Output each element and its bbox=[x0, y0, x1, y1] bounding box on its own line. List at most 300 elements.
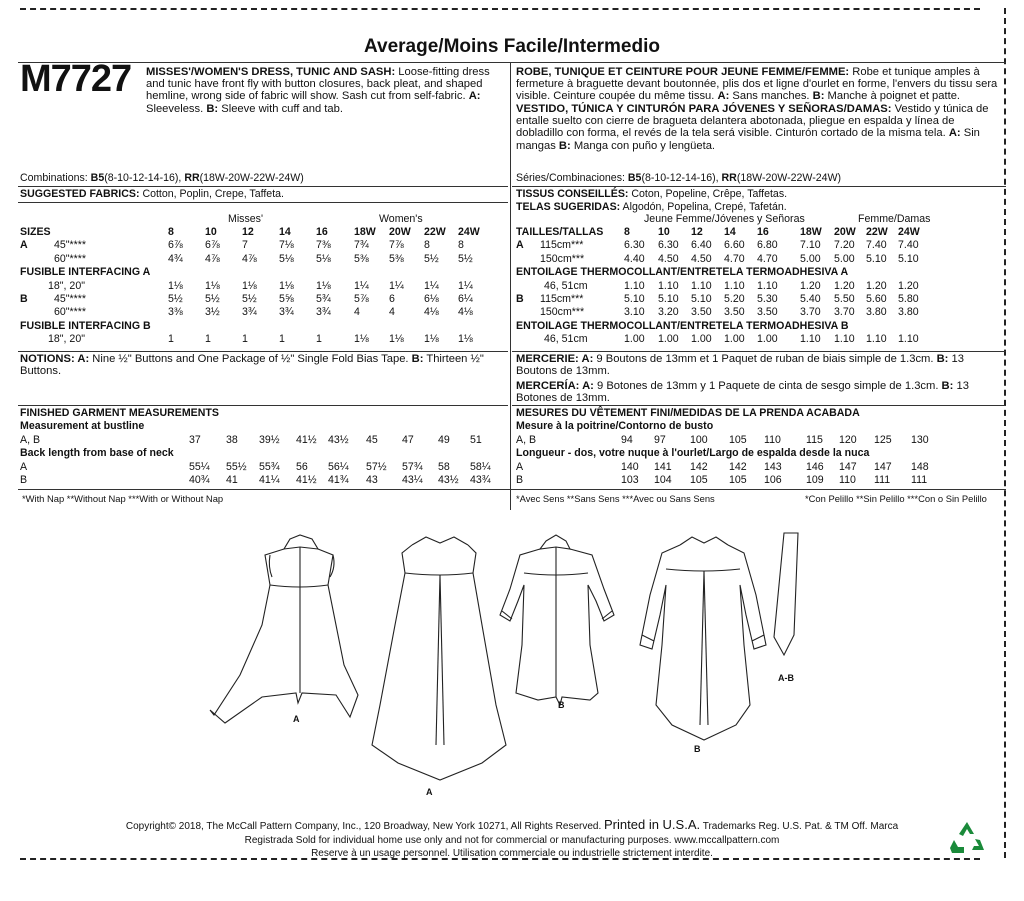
merceria-label: MERCERÍA: bbox=[516, 380, 583, 392]
notions-a-label: A: bbox=[77, 353, 90, 365]
mercerie-a-text: 9 Boutons de 13mm et 1 Paquet de ruban de biais simple de 1.3cm. bbox=[593, 353, 937, 365]
metrage-cell: 4.50 bbox=[691, 252, 712, 265]
desc-a-label: A: bbox=[468, 90, 481, 103]
tissus-text: Coton, Popeline, Crêpe, Taffetas. bbox=[628, 188, 788, 200]
yardage-cell: 5⅛ bbox=[316, 252, 331, 265]
notions-a-text: Nine ½" Buttons and One Package of ½" Single Fold Bias Tape. bbox=[89, 353, 412, 365]
measurement-cell: 100 bbox=[690, 434, 708, 446]
en-rule-2 bbox=[18, 202, 508, 203]
fr-tissus bbox=[516, 189, 787, 200]
yardage-cell: 1⅛ bbox=[389, 333, 404, 346]
yardage-cell: 1 bbox=[316, 333, 322, 346]
es-desc-heading: VESTIDO, TÚNICA Y CINTURÓN PARA JÓVENES Y SEÑORAS/DAMAS: bbox=[516, 103, 892, 115]
yardage-cell: 1 bbox=[242, 333, 248, 346]
size-12: 12 bbox=[242, 226, 254, 238]
measurement-cell: 41½ bbox=[296, 474, 317, 486]
fr-combo-b5: B5 bbox=[627, 172, 642, 184]
metrage-cell: 1.20 bbox=[898, 279, 919, 292]
fr-combinations bbox=[516, 173, 841, 184]
combo-rr-sizes: (18W-20W-22W-24W) bbox=[199, 172, 304, 184]
french-description bbox=[516, 66, 1004, 103]
measurement-cell: 147 bbox=[874, 461, 892, 473]
measurement-cell: 105 bbox=[729, 434, 747, 446]
metrage-cell: 3.70 bbox=[834, 306, 855, 319]
fr-desc-b-label: B: bbox=[812, 90, 825, 103]
fabric-width: 150cm*** bbox=[540, 306, 585, 319]
fr-desc-body: Robe et tunique amples à fermeture à braguette devant boutonnée, plis dos et ligne d'ourlet en forme, l'envers du tissu sera visible. Ceinture coupée du même tissu. bbox=[516, 66, 998, 103]
metrage-cell: 5.60 bbox=[866, 293, 887, 305]
yardage-cell: 5⅜ bbox=[389, 252, 404, 265]
es-desc-b-label: B: bbox=[558, 139, 571, 152]
measurement-cell: 43¾ bbox=[470, 474, 491, 486]
yardage-cell: 1⅛ bbox=[316, 279, 331, 292]
yardage-cell: 5½ bbox=[168, 293, 183, 305]
view-label: B bbox=[20, 293, 28, 305]
metrage-cell: 4.50 bbox=[658, 252, 679, 265]
measurement-view: A, B bbox=[20, 434, 41, 446]
yardage-cell: 5⅜ bbox=[354, 252, 369, 265]
difficulty-title: Average/Moins Facile/Intermedio bbox=[364, 36, 660, 57]
yardage-cell: 1⅛ bbox=[279, 279, 294, 292]
metrage-cell: 6.40 bbox=[691, 239, 712, 252]
measurement-cell: 110 bbox=[839, 474, 856, 486]
measurement-cell: 120 bbox=[839, 434, 857, 446]
es-desc-body: Vestido y túnica de entalle suelto con cierre de bragueta delantera abotonada, pliegue en espalda y línea de dobladillo con forma, el revés de la tela será visible. Cinturón cortado de la misma tela. bbox=[516, 103, 989, 140]
metrage-cell: 5.40 bbox=[800, 293, 821, 305]
notions bbox=[20, 353, 508, 377]
metrage-cell: 6.30 bbox=[658, 239, 679, 252]
measurement-cell: 57¾ bbox=[402, 461, 423, 473]
interfacing-heading: FUSIBLE INTERFACING A bbox=[20, 266, 151, 279]
yardage-cell: 5½ bbox=[205, 293, 220, 305]
measurement-cell: 142 bbox=[729, 461, 747, 473]
recycle-icon bbox=[948, 820, 986, 856]
metrage-cell: 1.10 bbox=[624, 279, 645, 292]
measurement-cell: 45 bbox=[366, 434, 378, 446]
measurement-cell: 104 bbox=[654, 474, 672, 486]
measurement-cell: 57½ bbox=[366, 461, 387, 473]
yardage-cell: 1¼ bbox=[424, 279, 439, 292]
merceria-b-text: 13 Botones de 13mm. bbox=[516, 380, 969, 405]
measurement-cell: 41¼ bbox=[259, 474, 280, 486]
footer-line-2: Registrada Sold for individual home use only and not for commercial or manufacturing purposes. www.mccallpattern.com bbox=[244, 835, 780, 846]
taille-12: 12 bbox=[691, 226, 703, 238]
metrage-cell: 5.00 bbox=[800, 252, 821, 265]
combo-b5-sizes: (8-10-12-14-16), bbox=[104, 172, 185, 184]
measurement-cell: 39½ bbox=[259, 434, 280, 446]
nap-note: *With Nap **Without Nap ***With or Without Nap bbox=[22, 493, 224, 504]
metrage-cell: 3.70 bbox=[800, 306, 821, 319]
fabric-width: 46, 51cm bbox=[544, 333, 588, 346]
telas-label: TELAS SUGERIDAS: bbox=[516, 201, 621, 213]
metrage-cell: 5.10 bbox=[898, 252, 919, 265]
measurement-cell: 111 bbox=[911, 474, 928, 486]
measurement-cell: 56¼ bbox=[328, 461, 349, 473]
merceria-b-label: B: bbox=[941, 380, 954, 392]
taille-24W: 24W bbox=[898, 226, 920, 238]
bust-label: Measurement at bustline bbox=[20, 420, 145, 432]
mercerie-b-label: B: bbox=[936, 353, 949, 365]
tailles-label: TAILLES/TALLAS bbox=[516, 226, 604, 238]
measurement-cell: 147 bbox=[839, 461, 857, 473]
metrage-cell: 6.30 bbox=[624, 239, 645, 252]
fr-rule-1 bbox=[512, 186, 1006, 187]
yardage-cell: 7⅞ bbox=[389, 239, 404, 252]
metrage-cell: 3.80 bbox=[898, 306, 919, 319]
combinations-label: Combinations: bbox=[20, 172, 91, 184]
yardage-cell: 4⅞ bbox=[205, 252, 220, 265]
yardage-cell: 1¼ bbox=[389, 279, 404, 292]
fabric-width: 60"**** bbox=[54, 306, 87, 319]
yardage-cell: 1⅛ bbox=[168, 279, 183, 292]
yardage-cell: 4⅛ bbox=[424, 306, 439, 319]
yardage-cell: 6¼ bbox=[458, 293, 473, 305]
suggested-fabrics bbox=[20, 189, 284, 200]
metrage-cell: 1.00 bbox=[658, 333, 679, 346]
yardage-cell: 4 bbox=[389, 306, 395, 319]
measurement-cell: 55½ bbox=[226, 461, 247, 473]
size-16: 16 bbox=[316, 226, 328, 238]
fabric-width: 45"**** bbox=[54, 239, 87, 252]
metrage-cell: 3.10 bbox=[624, 306, 645, 319]
taille-16: 16 bbox=[757, 226, 769, 238]
yardage-cell: 7 bbox=[242, 239, 248, 252]
desc-b-label: B: bbox=[206, 102, 219, 115]
metrage-cell: 1.10 bbox=[757, 279, 778, 292]
trademark-text: Trademarks Reg. U.S. Pat. & TM Off. Marca bbox=[700, 821, 899, 832]
group-misses: Misses' bbox=[228, 213, 263, 225]
es-desc-a-text: Sin mangas bbox=[516, 127, 980, 152]
taille-22W: 22W bbox=[866, 226, 888, 238]
fabric-width: 150cm*** bbox=[540, 252, 585, 265]
measurement-view: A bbox=[516, 461, 524, 473]
size-10: 10 bbox=[205, 226, 217, 238]
yardage-cell: 1⅛ bbox=[458, 333, 473, 346]
measurement-cell: 110 bbox=[764, 434, 781, 446]
fr-desc-b-text: Manche à poignet et patte. bbox=[824, 90, 961, 103]
measurement-cell: 55¼ bbox=[189, 461, 210, 473]
metrage-cell: 1.10 bbox=[866, 333, 887, 346]
taille-18W: 18W bbox=[800, 226, 822, 238]
desc-a-text: Sleeveless. bbox=[146, 102, 207, 115]
telas-text: Algodón, Popelina, Crepé, Tafetán. bbox=[620, 201, 787, 213]
measurement-cell: 143 bbox=[764, 461, 782, 473]
yardage-cell: 1¼ bbox=[354, 279, 369, 292]
metrage-cell: 3.80 bbox=[866, 306, 887, 319]
size-14: 14 bbox=[279, 226, 291, 238]
metrage-cell: 5.10 bbox=[866, 252, 887, 265]
yardage-cell: 5¾ bbox=[316, 293, 331, 305]
fabric-width: 115cm*** bbox=[540, 239, 584, 252]
metrage-cell: 5.20 bbox=[724, 293, 745, 305]
measurement-cell: 37 bbox=[189, 434, 201, 446]
metrage-cell: 3.20 bbox=[658, 306, 679, 319]
fabric-width: 115cm*** bbox=[540, 293, 584, 305]
spanish-description bbox=[516, 103, 1004, 152]
yardage-cell: 6 bbox=[389, 293, 395, 305]
measurement-cell: 148 bbox=[911, 461, 929, 473]
measurement-cell: 43 bbox=[366, 474, 378, 486]
en-rule-1 bbox=[18, 186, 508, 187]
metrage-cell: 7.10 bbox=[800, 239, 821, 252]
measurement-view: B bbox=[516, 474, 524, 486]
mercerie bbox=[516, 353, 1004, 377]
fr-desc-a-label: A: bbox=[717, 90, 730, 103]
group-femme-damas: Femme/Damas bbox=[858, 213, 931, 225]
measurement-cell: 51 bbox=[470, 434, 482, 446]
fr-rule-finished bbox=[512, 405, 1006, 406]
measurement-cell: 49 bbox=[438, 434, 450, 446]
metrage-cell: 1.20 bbox=[866, 279, 887, 292]
yardage-cell: 8 bbox=[424, 239, 430, 252]
size-18W: 18W bbox=[354, 226, 376, 238]
metrage-cell: 5.10 bbox=[624, 293, 645, 305]
taille-14: 14 bbox=[724, 226, 736, 238]
metrage-cell: 5.80 bbox=[898, 293, 919, 305]
tissus-label: TISSUS CONSEILLÉS: bbox=[516, 188, 629, 200]
yardage-cell: 4 bbox=[354, 306, 360, 319]
es-desc-a-label: A: bbox=[948, 127, 961, 140]
size-8: 8 bbox=[168, 226, 174, 238]
yardage-cell: 4¾ bbox=[168, 252, 183, 265]
fabric-width: 46, 51cm bbox=[544, 279, 588, 292]
metrage-cell: 4.40 bbox=[624, 252, 645, 265]
size-20W: 20W bbox=[389, 226, 411, 238]
label-view-a-front: A bbox=[293, 714, 300, 724]
measurement-cell: 140 bbox=[621, 461, 639, 473]
yardage-cell: 1⅛ bbox=[242, 279, 257, 292]
metrage-cell: 7.40 bbox=[866, 239, 887, 252]
entoilage-heading: ENTOILAGE THERMOCOLLANT/ENTRETELA TERMOADHESIVA A bbox=[516, 266, 849, 279]
desc-body: Loose-fitting dress and tunic have front fly with button closures, back pleat, and shaped hemline, wrong side of fabric will show. Sash cut from self-fabric. bbox=[146, 66, 490, 103]
measurement-cell: 125 bbox=[874, 434, 892, 446]
group-womens: Women's bbox=[379, 213, 423, 225]
printed-in-usa: Printed in U.S.A. bbox=[604, 817, 701, 832]
metrage-cell: 1.10 bbox=[898, 333, 919, 346]
metrage-cell: 1.20 bbox=[800, 279, 821, 292]
notions-b-label: B: bbox=[411, 353, 424, 365]
measurement-cell: 146 bbox=[806, 461, 824, 473]
fabrics-label: SUGGESTED FABRICS: bbox=[20, 188, 140, 200]
measurement-cell: 142 bbox=[690, 461, 708, 473]
measurement-cell: 106 bbox=[764, 474, 782, 486]
merceria-a-text: 9 Botones de 13mm y 1 Paquete de cinta de sesgo simple de 1.3cm. bbox=[593, 380, 942, 392]
yardage-cell: 1⅛ bbox=[205, 279, 220, 292]
combo-rr: RR bbox=[184, 172, 200, 184]
measurement-view: B bbox=[20, 474, 28, 486]
size-22W: 22W bbox=[424, 226, 446, 238]
metrage-cell: 4.70 bbox=[757, 252, 778, 265]
metrage-cell: 7.20 bbox=[834, 239, 855, 252]
label-sash: A-B bbox=[778, 673, 794, 683]
desc-b-text: Sleeve with cuff and tab. bbox=[218, 102, 343, 115]
measurement-cell: 47 bbox=[402, 434, 414, 446]
measurement-cell: 55¾ bbox=[259, 461, 280, 473]
yardage-cell: 6⅞ bbox=[168, 239, 183, 252]
measurement-view: A, B bbox=[516, 434, 537, 446]
es-desc-b-text: Manga con puño y lengüeta. bbox=[570, 139, 716, 152]
notions-b-text: Thirteen ½" Buttons. bbox=[20, 353, 484, 378]
yardage-cell: 4⅛ bbox=[458, 306, 473, 319]
fr-bust-label: Mesure à la poitrine/Contorno de busto bbox=[516, 420, 714, 432]
metrage-cell: 4.70 bbox=[724, 252, 745, 265]
english-description bbox=[146, 66, 506, 115]
measurement-cell: 109 bbox=[806, 474, 824, 486]
metrage-cell: 5.10 bbox=[691, 293, 712, 305]
pattern-number: M7727 bbox=[20, 58, 132, 100]
taille-8: 8 bbox=[624, 226, 630, 238]
fabric-width: 18", 20" bbox=[48, 279, 85, 292]
measurement-cell: 41¾ bbox=[328, 474, 349, 486]
fr-desc-a-text: Sans manches. bbox=[729, 90, 813, 103]
measurement-cell: 41 bbox=[226, 474, 238, 486]
metrage-cell: 1.00 bbox=[691, 333, 712, 346]
footer-line-3: Reserve à un usage personnel. Utilisation commerciale ou industrielle strictement interdite. bbox=[311, 848, 713, 859]
measurement-cell: 103 bbox=[621, 474, 639, 486]
measurement-view: A bbox=[20, 461, 28, 473]
es-nap-note: *Con Pelillo **Sin Pelillo ***Con o Sin Pelillo bbox=[805, 493, 987, 504]
metrage-cell: 5.30 bbox=[757, 293, 778, 305]
metrage-cell: 6.60 bbox=[724, 239, 745, 252]
es-telas bbox=[516, 202, 787, 213]
label-view-b-back: B bbox=[694, 744, 701, 754]
mercerie-a-label: A: bbox=[581, 353, 594, 365]
fr-desc-heading: ROBE, TUNIQUE ET CEINTURE POUR JEUNE FEMME/FEMME: bbox=[516, 66, 850, 78]
measurement-cell: 94 bbox=[621, 434, 633, 446]
metrage-cell: 1.20 bbox=[834, 279, 855, 292]
fr-finished-heading: MESURES DU VÊTEMENT FINI/MEDIDAS DE LA PRENDA ACABADA bbox=[516, 407, 860, 419]
merceria-a-label: A: bbox=[582, 380, 594, 392]
yardage-cell: 8 bbox=[458, 239, 464, 252]
measurement-cell: 97 bbox=[654, 434, 666, 446]
combo-b5: B5 bbox=[90, 172, 105, 184]
header-rule bbox=[18, 62, 1006, 63]
metrage-cell: 1.00 bbox=[624, 333, 645, 346]
interfacing-heading: FUSIBLE INTERFACING B bbox=[20, 319, 151, 332]
yardage-cell: 3¾ bbox=[316, 306, 331, 319]
desc-heading: MISSES'/WOMEN'S DRESS, TUNIC AND SASH: bbox=[146, 66, 396, 78]
yardage-cell: 6⅛ bbox=[424, 293, 439, 305]
column-divider bbox=[510, 62, 511, 510]
yardage-cell: 1 bbox=[279, 333, 285, 346]
measurement-cell: 130 bbox=[911, 434, 929, 446]
mercerie-label: MERCERIE: bbox=[516, 353, 582, 365]
measurement-cell: 115 bbox=[806, 434, 823, 446]
metrage-cell: 1.00 bbox=[757, 333, 778, 346]
view-label: B bbox=[516, 293, 524, 305]
fabric-width: 45"**** bbox=[54, 293, 87, 305]
view-label: A bbox=[516, 239, 524, 252]
size-24W: 24W bbox=[458, 226, 480, 238]
view-label: A bbox=[20, 239, 28, 252]
yardage-cell: 1¼ bbox=[458, 279, 473, 292]
yardage-cell: 5⅞ bbox=[354, 293, 369, 305]
fr-nap-note: *Avec Sens **Sans Sens ***Avec ou Sans Sens bbox=[516, 493, 715, 504]
metrage-cell: 5.10 bbox=[658, 293, 679, 305]
measurement-cell: 41½ bbox=[296, 434, 317, 446]
measurement-cell: 111 bbox=[874, 474, 891, 486]
metrage-cell: 3.50 bbox=[724, 306, 745, 319]
combinations bbox=[20, 173, 304, 184]
fr-combo-rr: RR bbox=[721, 172, 737, 184]
garment-illustrations bbox=[0, 525, 1024, 805]
group-jeune-femme: Jeune Femme/Jóvenes y Señoras bbox=[644, 213, 805, 225]
yardage-cell: 5½ bbox=[242, 293, 257, 305]
en-rule-notions bbox=[18, 351, 508, 352]
yardage-cell: 3½ bbox=[205, 306, 220, 319]
fr-back-length-label: Longueur - dos, votre nuque à l'ourlet/Largo de espalda desde la nuca bbox=[516, 447, 870, 459]
taille-20W: 20W bbox=[834, 226, 856, 238]
fabric-width: 60"**** bbox=[54, 252, 87, 265]
label-view-a-back: A bbox=[426, 787, 433, 797]
metrage-cell: 5.00 bbox=[834, 252, 855, 265]
yardage-cell: 3⅜ bbox=[168, 306, 183, 319]
merceria bbox=[516, 380, 1004, 404]
view-a-back-drawing bbox=[372, 537, 506, 780]
sizes-label: SIZES bbox=[20, 226, 51, 238]
top-cut-line bbox=[20, 8, 980, 10]
yardage-cell: 5½ bbox=[424, 252, 439, 265]
footer-line-1 bbox=[0, 818, 1024, 833]
yardage-cell: 1 bbox=[205, 333, 211, 346]
copyright-text: Copyright© 2018, The McCall Pattern Company, Inc., 120 Broadway, New York 10271, All Rights Reserved. bbox=[125, 821, 605, 832]
measurement-cell: 38 bbox=[226, 434, 238, 446]
metrage-cell: 1.10 bbox=[658, 279, 679, 292]
measurement-cell: 141 bbox=[654, 461, 672, 473]
yardage-cell: 7¾ bbox=[354, 239, 369, 252]
label-view-b-front: B bbox=[558, 700, 565, 710]
view-b-back-drawing bbox=[640, 537, 766, 740]
fabrics-text: Cotton, Poplin, Crepe, Taffeta. bbox=[139, 188, 284, 200]
view-a-front-drawing bbox=[210, 535, 358, 723]
yardage-cell: 3¾ bbox=[242, 306, 257, 319]
yardage-cell: 1 bbox=[168, 333, 174, 346]
metrage-cell: 5.50 bbox=[834, 293, 855, 305]
yardage-cell: 5½ bbox=[458, 252, 473, 265]
metrage-cell: 1.10 bbox=[691, 279, 712, 292]
metrage-cell: 3.50 bbox=[691, 306, 712, 319]
measurement-cell: 43½ bbox=[438, 474, 459, 486]
yardage-cell: 5⅝ bbox=[279, 293, 294, 305]
nap-rule bbox=[18, 489, 1006, 490]
yardage-cell: 7⅜ bbox=[316, 239, 331, 252]
measurement-cell: 105 bbox=[729, 474, 747, 486]
back-length-label: Back length from base of neck bbox=[20, 447, 174, 459]
entoilage-heading: ENTOILAGE THERMOCOLLANT/ENTRETELA TERMOADHESIVA B bbox=[516, 319, 849, 332]
metrage-cell: 6.80 bbox=[757, 239, 778, 252]
measurement-cell: 40¾ bbox=[189, 474, 210, 486]
yardage-cell: 1⅛ bbox=[354, 333, 369, 346]
measurement-cell: 105 bbox=[690, 474, 708, 486]
fr-combinations-label: Séries/Combinaciones: bbox=[516, 172, 628, 184]
fabric-width: 18", 20" bbox=[48, 333, 85, 346]
fr-combo-rr-sizes: (18W-20W-22W-24W) bbox=[736, 172, 842, 184]
measurement-cell: 58 bbox=[438, 461, 450, 473]
finished-heading: FINISHED GARMENT MEASUREMENTS bbox=[20, 407, 219, 419]
metrage-cell: 1.10 bbox=[724, 279, 745, 292]
sash-drawing bbox=[774, 533, 798, 655]
metrage-cell: 1.10 bbox=[800, 333, 821, 346]
yardage-cell: 1⅛ bbox=[424, 333, 439, 346]
metrage-cell: 7.40 bbox=[898, 239, 919, 252]
metrage-cell: 1.00 bbox=[724, 333, 745, 346]
measurement-cell: 56 bbox=[296, 461, 308, 473]
yardage-cell: 6⅞ bbox=[205, 239, 220, 252]
measurement-cell: 43¼ bbox=[402, 474, 423, 486]
yardage-cell: 4⅞ bbox=[242, 252, 257, 265]
yardage-cell: 7⅛ bbox=[279, 239, 294, 252]
yardage-cell: 3¾ bbox=[279, 306, 294, 319]
